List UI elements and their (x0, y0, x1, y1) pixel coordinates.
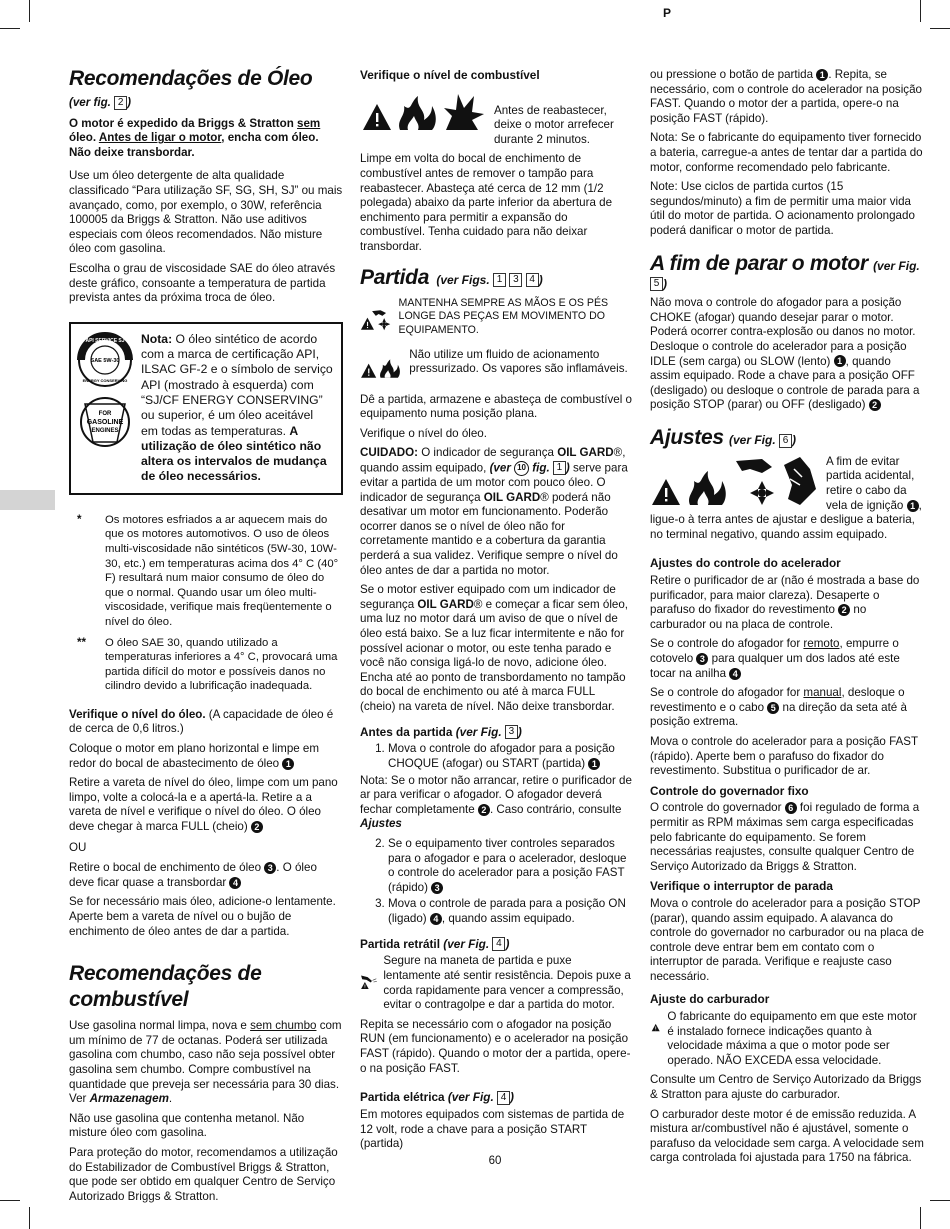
electric-start-paragraph: Em motores equipados com sistemas de partida de 12 volt, rode a chave para a posição START (partida) (360, 1108, 625, 1151)
caution-paragraph: CUIDADO: O indicador de segurança OIL GARD®, quando assim equipado, (ver 10 fig. 1 ) serve para evitar a partida de um motor com pouco óleo. O indicador de segurança OIL GARD® poderá não desativar um motor em funcionamento. Poderão ocorrer danos se o nível de óleo não for corretamente mantido e a cobertura da garantia perderá a sua validez. Verifique sempre o nível do óleo antes de dar a partida no motor. (360, 446, 628, 577)
fuel-paragraph-2: Não use gasolina que contenha metanol. Não misture óleo com gasolina. (69, 1111, 305, 1140)
oil-recommendations-title: Recomendações de Óleo (69, 67, 313, 90)
crop-mark-top-right-h (930, 28, 950, 29)
moving-parts-warning-text: MANTENHA SEMPRE AS MÃOS E OS PÉS LONGE DAS PEÇAS EM MOVIMENTO DO EQUIPAMENTO. (398, 296, 609, 337)
recoil-start-title: Partida retrátil (ver Fig. 4 ) (360, 936, 510, 951)
throttle-paragraph-4: Mova o controle do acelerador para a posição FAST (rápido). Aperte bem o parafuso do fixador do revestimento. Substitua o purificador de ar. (650, 734, 918, 778)
kickback-warning-icon (360, 954, 377, 1010)
adjustments-fig-ref: (ver Fig. 6 ) (729, 432, 797, 447)
spark-plug-warning-icons (650, 455, 820, 509)
footnote-single-star: * Os motores esfriados a ar aquecem mais do que os motores automotivos. O uso de óleos multi-viscosidade não sintéticos (5W-30, 10W-30, etc.) em temperaturas acima dos 4° C (40° F) resultará num maior consumo de óleo do que o normal. Quando usar um óleo multi-viscosidade, verifique mais freqüentemente o nível do óleo. (77, 512, 339, 628)
callout-1: 1 (282, 758, 294, 770)
synthetic-oil-note: Nota: O óleo sintético de acordo com a marca de certificação API, ILSAC GF-2 e o símbolo de serviço API (mostrado à esquerda) com “SJ/CF ENERGY CONSERVING” ou superior, é um óleo aceitável em todas as temperaturas. A utilização de óleo sintético não altera os intervalos de mudança de óleo necessários. (141, 331, 333, 484)
svg-text:API SERVICE SJ: API SERVICE SJ (85, 337, 125, 344)
crop-mark-top-left-v (29, 0, 30, 22)
footnote-double-star: ** O óleo SAE 30, quando utilizado a temperaturas inferiores a 4° C, provocará uma partida difícil do motor e possíveis danos no cilindro devido a lubrificação inadequada. (77, 635, 338, 693)
callout-2: 2 (251, 821, 263, 833)
crop-mark-top-left-h (0, 28, 20, 29)
oil-gard-paragraph: Se o motor estiver equipado com um indicador de segurança OIL GARD® e começar a ficar sem óleo, uma luz no motor dará um aviso de que o nível de óleo está baixo. Se a luz ficar intermitente e não for possível acionar o motor, ou este tenha parado e você não consiga ligá-lo de novo, adicione óleo. Encha até ao ponto de transbordamento no tampão do bocal de enchimento ou até à marca FULL (cheio) na vareta de nível. Não deixe transbordar. (360, 583, 629, 713)
recoil-warning (360, 954, 632, 1012)
check-oil-step-2: Retire a vareta de nível do óleo, limpe com um pano limpo, volte a colocá-la e a apertá-la. Retire a a vareta de nível e verifique o nível do óleo. O óleo deve chegar à marca FULL (cheio) 2 (69, 776, 338, 834)
fuel-paragraph-1: Use gasolina normal limpa, nova e sem chumbo com um mínimo de 77 de octanas. Poderá ser utilizada gasolina com chumbo, caso não seja possível obter gasolina sem chumbo. Compre combustível na quantidade que preveja ser necessária para 30 dias. Ver Armazenagem. (69, 1019, 342, 1106)
fig-number-box: 2 (114, 96, 127, 110)
governor-title: Controle do governador fixo (650, 783, 809, 798)
callout-3: 3 (264, 862, 276, 874)
crop-mark-bottom-left-h (0, 1200, 20, 1201)
start-paragraph-1: Dê a partida, armazene e abasteça de combustível o equipamento numa posição plana. (360, 392, 632, 421)
page-header-letter: P (663, 6, 672, 20)
adjustments-title-row (650, 425, 924, 451)
battery-note: Nota: Se o fabricante do equipamento tiver fornecido a bateria, carregue-a antes de tentar dar a partida do motor, conforme recomendado pelo fabricante. (650, 131, 923, 174)
before-start-step-2: 2. Se o equipamento tiver controles separados para o afogador e para o acelerador, desloque o controle do acelerador para a posição FAST (rápido) 3 (388, 837, 632, 895)
oil-paragraph-2: Escolha o grau de viscosidade SAE do óleo através deste gráfico, consoante a temperatura de partida prevista antes da próxima troca de óleo. (69, 262, 336, 305)
svg-text:FOR: FOR (98, 410, 112, 417)
throttle-paragraph-3: Se o controle do afogador for manual, desloque o revestimento e o cabo 5 na direção da seta até à posição extrema. (650, 686, 907, 729)
fuel-level-paragraph: Limpe em volta do bocal de enchimento de combustível antes de remover o tampão para reabastecer. Abasteça até cerca de 12 mm (1/2 polegada) abaixo da parte inferior da abertura de enchimento para permitir a expansão do combustível. Tenha cuidado para não deixar transbordar. (360, 152, 613, 253)
flammable-warning-icon (360, 348, 403, 388)
check-oil-step-4: Se for necessário mais óleo, adicione-o lentamente. Aperte bem a vareta de nível ou o bujão de enchimento de óleo antes de dar a partida. (69, 895, 336, 938)
stop-fig-ref: (ver Fig. 5 ) (650, 259, 920, 291)
start-title: Partida (360, 265, 430, 289)
fuel-warning-icons (360, 86, 488, 134)
moving-parts-warning (360, 297, 632, 343)
crop-mark-top-right-v (920, 0, 921, 22)
before-start-step-3: 3. Mova o controle de parada para a posição ON (ligado) 4 , quando assim equipado. (388, 897, 632, 926)
crop-mark-bottom-right-h (930, 1200, 950, 1201)
crop-mark-bottom-left-v (29, 1207, 30, 1229)
page-number: 60 (488, 1155, 502, 1167)
start-title-row (360, 265, 632, 291)
spray-warning (360, 348, 632, 388)
side-tab-marker (0, 490, 55, 510)
recoil-warning-text: Segure na maneta de partida e puxe lentamente até sentir resistência. Depois puxe a corda rapidamente para vencer a compressão, evitar o contragolpe e dar a partida do motor. (383, 954, 631, 1012)
throttle-paragraph-2: Se o controle do afogador for remoto, empurre o cotovelo 3 para qualquer um dos lados até este tocar na anilha 4 (650, 637, 900, 680)
column-2 (360, 66, 632, 1157)
api-symbols (77, 332, 133, 485)
fire-explosion-warning-icon (360, 86, 488, 134)
svg-text:GASOLINE: GASOLINE (86, 418, 124, 426)
start-paragraph-2: Verifique o nível do óleo. (360, 426, 487, 440)
stop-title-row (650, 251, 924, 293)
crop-mark-bottom-right-v (920, 1207, 921, 1229)
check-oil-step-3: Retire o bocal de enchimento de óleo 3 . O óleo deve ficar quase a transbordar 4 (69, 861, 317, 889)
oil-warning-bold: O motor é expedido da Briggs & Stratton sem óleo. Antes de ligar o motor, encha com óleo. Não deixe transbordar. (69, 116, 321, 159)
before-start-steps (360, 742, 632, 771)
synthetic-oil-note-box (69, 322, 343, 495)
oil-paragraph-1: Use um óleo detergente de alta qualidade classificado “Para utilização SF, SG, SH, SJ” ou mais avançado, como, por exemplo, o 30W, referência 100005 da Briggs & Stratton. Não use aditivos especiais com óleos recomendados. Não misture óleo com gasolina. (69, 169, 343, 256)
adjustments-warning: A fim de evitar partida acidental, retire o cabo da vela de ignição 1 , ligue-o à terra antes de ajustar e desligue a bateria, no terminal negativo, quando assim equipado. (650, 454, 922, 541)
moving-parts-warning-icon (360, 297, 393, 343)
carburetor-paragraph-1: Consulte um Centro de Serviço Autorizado da Briggs & Stratton para ajuste do carburador. (650, 1073, 922, 1102)
oil-fig-ref: (ver fig. 2 ) (69, 96, 131, 110)
fuel-level-title: Verifique o nível de combustível (360, 68, 540, 82)
warning-triangle-icon (650, 1010, 661, 1044)
recoil-paragraph: Repita se necessário com o afogador na posição RUN (em funcionamento) e o acelerador na posição FAST (rápido). Quando o motor der a partida, opere-o na posição FAST. (360, 1017, 631, 1075)
fuel-paragraph-3: Para proteção do motor, recomendamos a utilização do Estabilizador de Combustível Briggs & Stratton, que pode ser obtido em qualquer Centro de Serviço Autorizado Briggs & Stratton. (69, 1145, 338, 1203)
throttle-adjust-title: Ajustes do controle do acelerador (650, 556, 841, 571)
starter-cycle-note: Note: Use ciclos de partida curtos (15 segundos/minuto) a fim de permitir uma maior vida útil do motor de partida. O acionamento prolongado poderá danificar o motor de partida. (650, 180, 915, 237)
svg-text:SAE 5W-30: SAE 5W-30 (90, 357, 120, 364)
electric-start-continued: ou pressione o botão de partida 1 . Repita, se necessário, com o controle do acelerador na posição FAST. Quando o motor der a partida, opere-o na posição FAST (rápido). (650, 68, 922, 125)
column-3 (650, 66, 924, 1171)
governor-paragraph: O controle do governador 6 foi regulado de forma a permitir as RPM máximas sem carga especificadas pelo fabricante do equipamento. Se forem necessárias reajustes, consulte qualquer Centro de Serviço Autorizado da Briggs & Stratton. (650, 801, 920, 873)
electric-start-title: Partida elétrica (ver Fig. 4 ) (360, 1090, 514, 1105)
stop-engine-title: A fim de parar o motor (650, 251, 868, 275)
carburetor-paragraph-2: O carburador deste motor é de emissão reduzida. A mistura ar/combustível não é ajustável, somente o parafuso da velocidade sem carga. A velocidade sem carga controlada foi ajustada para 1750 na fábrica. (650, 1107, 924, 1165)
throttle-paragraph-1: Retire o purificador de ar (não é mostrada a base do purificador, para maior clareza). Desaperte o parafuso do fixador do revestimento 2 no carburador ou na placa de controle. (650, 574, 920, 631)
api-service-symbol-icon (77, 332, 133, 456)
adjustments-title: Ajustes (650, 425, 724, 449)
svg-text:ENERGY CONSERVING: ENERGY CONSERVING (82, 377, 128, 383)
before-start-note: Nota: Se o motor não arrancar, retire o purificador de ar para verificar o afogador. O afogador deverá fechar completamente 2 . Caso contrário, consulte Ajustes (360, 773, 632, 831)
before-start-title: Antes da partida (ver Fig. 3 ) (360, 724, 522, 739)
callout-4: 4 (229, 877, 241, 889)
column-1 (69, 66, 343, 1209)
carburetor-warning-text: O fabricante do equipamento em que este motor é instalado fornece indicações quanto à velocidade máxima a que o motor pode ser operado. NÃO EXCEDA essa velocidade. (667, 1010, 917, 1067)
carburetor-warning (650, 1010, 924, 1068)
start-fig-ref: (ver Figs. 1 3 4 ) (436, 272, 543, 287)
svg-text:ENGINES: ENGINES (91, 427, 119, 434)
before-start-steps-cont (360, 837, 632, 927)
stop-engine-paragraph: Não mova o controle do afogador para a posição CHOKE (afogar) quando desejar parar o motor. Poderá ocorrer contra-explosão ou danos no motor. Desloque o controle do acelerador para a posição IDLE (sem carga) ou SLOW (lento) 1 , quando assim equipado. Rode a chave para a posição OFF (desligado) ou desloque o controle de parada para a posição STOP (parar) ou OFF (desligado) 2 (650, 296, 920, 412)
check-oil-level: Verifique o nível do óleo. (A capacidade de óleo é de cerca de 0,6 litros.) (69, 707, 334, 736)
fuel-warning-text: Antes de reabastecer, deixe o motor arrefecer durante 2 minutos. (494, 103, 614, 146)
stop-switch-title: Verifique o interruptor de parada (650, 879, 833, 894)
spray-warning-text: Não utilize um fluido de acionamento pressurizado. Os vapores são inflamáveis. (409, 347, 628, 376)
or-separator: OU (69, 840, 87, 854)
before-start-step-1: 1. Mova o controle do afogador para a posição CHOQUE (afogar) ou START (partida) 1 (388, 742, 632, 771)
fuel-recommendations-title: Recomendações de combustível (69, 962, 262, 1012)
stop-switch-paragraph: Mova o controle do acelerador para a posição STOP (parar), quando assim equipado. A alavanca do controle do governador no carburador ou na placa de controle deve entrar bem em contato com o interruptor de parada. Verifique e reajuste caso necessário. (650, 896, 924, 983)
check-oil-step-1: Coloque o motor em plano horizontal e limpe em redor do bocal de abastecimento de óleo 1 (69, 742, 320, 770)
fuel-warning (360, 86, 632, 148)
carburetor-title: Ajuste do carburador (650, 992, 770, 1007)
